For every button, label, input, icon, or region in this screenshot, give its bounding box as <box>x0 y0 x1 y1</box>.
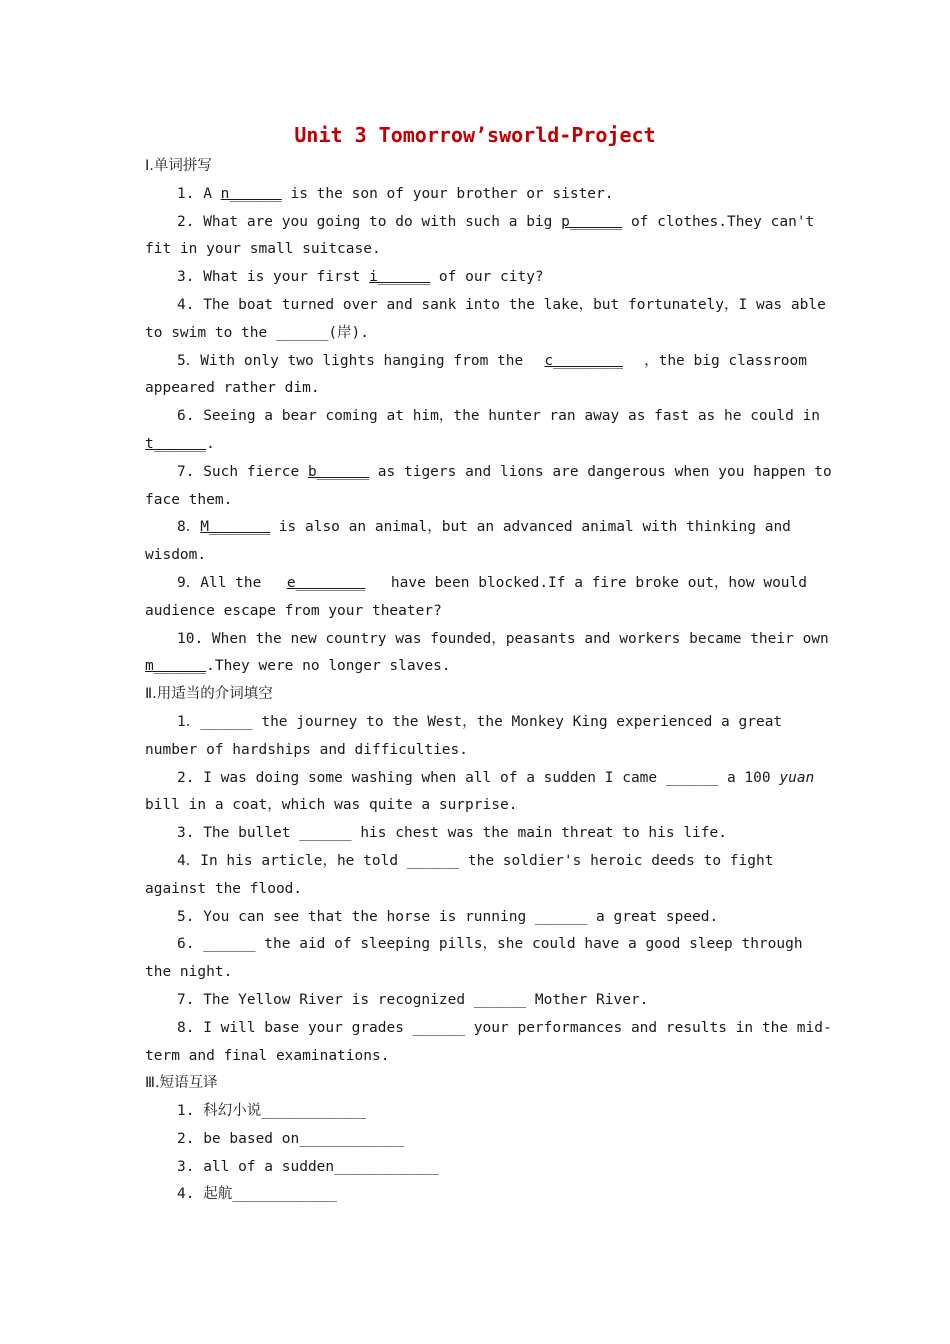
question-2-6: 6. ______ the aid of sleeping pills，she could have a good sleep through <box>177 936 803 953</box>
question-3-4: 4. 起航____________ <box>177 1186 337 1203</box>
blank: i______ <box>369 269 431 286</box>
blank: b______ <box>307 463 370 480</box>
blank: t______ <box>145 435 207 452</box>
question-1-6: 6. Seeing a bear coming at him，the hunter ran away as fast as he could in <box>177 408 821 425</box>
section-heading-2: Ⅱ.用适当的介词填空 <box>145 686 273 703</box>
section-heading-3: Ⅲ.短语互译 <box>145 1075 218 1092</box>
blank: n______ <box>220 185 282 202</box>
blank: m______ <box>145 658 207 675</box>
question-1-5-cont: appeared rather dim. <box>145 380 320 397</box>
blank: M_______ <box>200 519 271 536</box>
question-2-5: 5. You can see that the horse is running ______ a great speed. <box>177 908 719 925</box>
question-2-8-cont: term and final examinations. <box>145 1047 390 1064</box>
question-1-9: 9．All the e________ have been blocked.If a fire broke out，how would <box>145 570 807 598</box>
question-2-2: 2. I was doing some washing when all of a sudden I came ______ a 100 yuan <box>177 769 815 786</box>
question-1-2: 2. What are you going to do with such a big p______ of clothes.They can't <box>177 213 815 230</box>
blank: c________ <box>544 352 623 369</box>
question-1-10: 10. When the new country was founded，peasants and workers became their own <box>177 630 829 647</box>
question-1-4-cont: to swim to the ______(岸). <box>145 324 370 341</box>
question-1-2-cont: fit in your small suitcase. <box>145 241 381 258</box>
question-1-7: 7. Such fierce b______ as tigers and lions are dangerous when you happen to <box>177 463 832 480</box>
question-1-7-cont: face them. <box>145 491 233 508</box>
question-1-8: 8．M_______ is also an animal，but an advanced animal with thinking and <box>177 519 791 536</box>
question-2-4: 4．In his article，he told ______ the soldier's heroic deeds to fight <box>177 852 774 869</box>
question-1-3: 3. What is your first i______ of our city? <box>177 269 544 286</box>
question-3-3: 3. all of a sudden____________ <box>177 1158 439 1175</box>
question-2-1-cont: number of hardships and difficulties. <box>145 741 469 758</box>
question-1-8-cont: wisdom. <box>145 547 207 564</box>
question-2-4-cont: against the flood. <box>145 880 303 897</box>
exercise-content <box>145 153 832 1209</box>
page-title: Unit 3 Tomorrow’sworld-Project <box>294 123 656 147</box>
question-2-2-cont: bill in a coat，which was quite a surprise. <box>145 797 518 814</box>
question-2-3: 3. The bullet ______ his chest was the main threat to his life. <box>177 825 727 842</box>
blank: e________ <box>286 574 366 591</box>
question-1-10-cont: m______.They were no longer slaves. <box>145 658 451 675</box>
question-2-7: 7. The Yellow River is recognized ______ Mother River. <box>177 991 649 1008</box>
question-3-2: 2. be based on____________ <box>177 1130 404 1147</box>
section-heading-1: Ⅰ.单词拼写 <box>145 158 212 174</box>
question-1-9-cont: audience escape from your theater? <box>145 602 442 619</box>
question-2-1: 1．______ the journey to the West，the Monkey King experienced a great <box>177 713 783 730</box>
question-2-6-cont: the night. <box>145 964 233 981</box>
blank: p______ <box>561 213 623 230</box>
question-1-1: 1. A n______ is the son of your brother or sister. <box>177 185 614 202</box>
question-3-1: 1. 科幻小说____________ <box>177 1103 366 1120</box>
question-1-5: 5．With only two lights hanging from the c________ ，the big classroom <box>145 348 807 376</box>
question-1-6-cont: t______. <box>145 435 215 452</box>
question-2-8: 8. I will base your grades ______ your performances and results in the mid- <box>177 1019 832 1036</box>
question-1-4: 4. The boat turned over and sank into the lake，but fortunately，I was able <box>177 296 826 313</box>
